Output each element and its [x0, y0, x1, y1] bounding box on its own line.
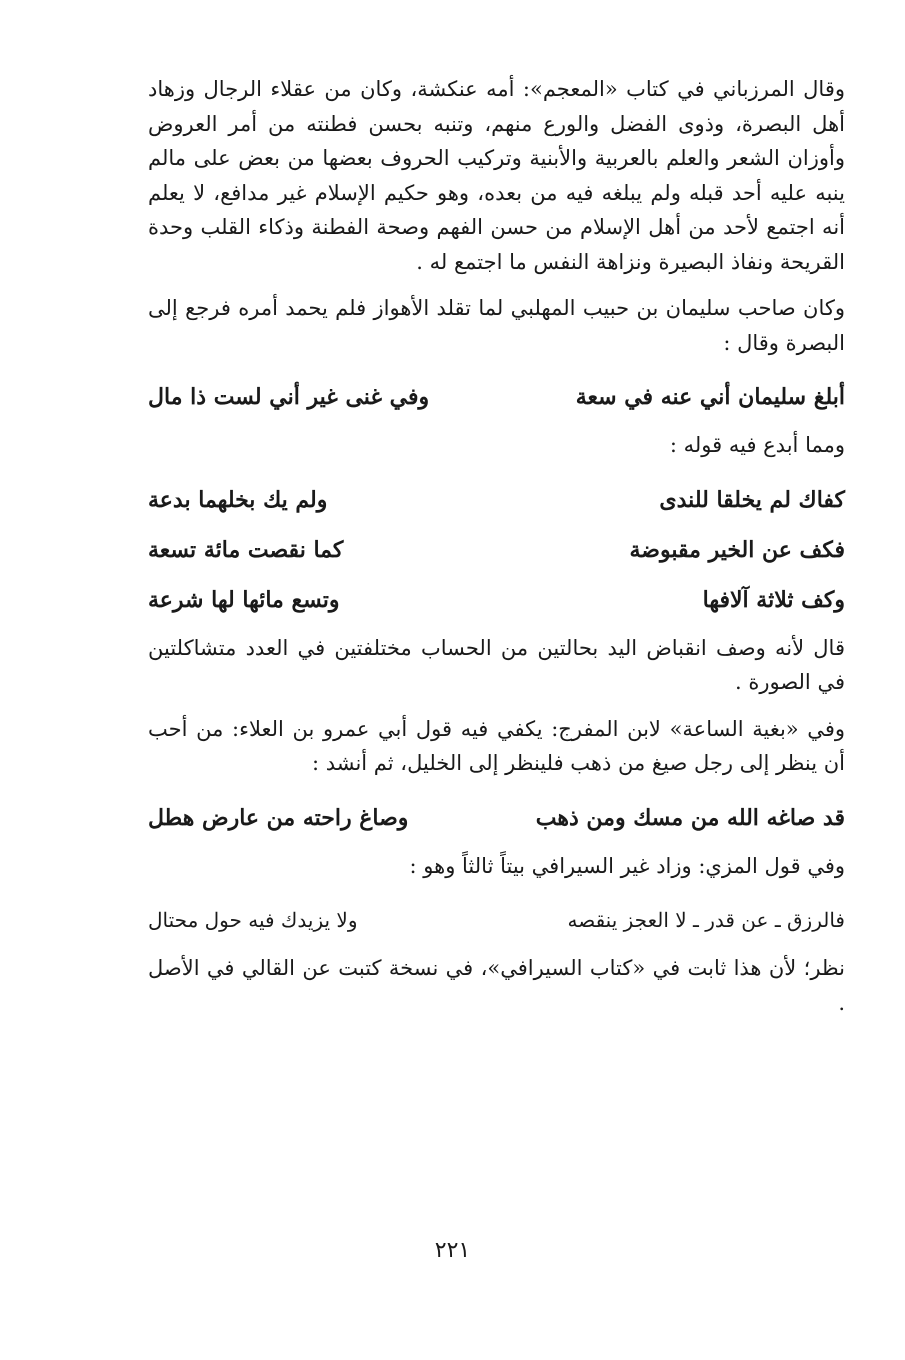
verse-hemistich-second: وتسع مائها لها شرعة — [148, 586, 340, 613]
verse-line — [148, 575, 845, 625]
verse-hemistich-second: وصاغ راحته من عارض هطل — [148, 804, 409, 831]
paragraph-bughya: وفي «بغية الساعة» لابن المفرج: يكفي فيه قول أبي عمرو بن العلاء: من أحب أن ينظر إلى رجل صيغ من ذهب فلينظر إلى الخليل، ثم أنشد : — [148, 716, 845, 775]
verse-line — [148, 895, 845, 945]
verse-block-2 — [148, 475, 845, 625]
verse-hemistich-first: فالرزق ـ عن قدر ـ لا العجز ينقصه — [567, 908, 845, 932]
verse-line — [148, 372, 845, 422]
verse-hemistich-first: أبلغ سليمان أني عنه في سعة — [575, 384, 845, 410]
verse-line — [148, 793, 845, 843]
paragraph-explanation: قال لأنه وصف انقباض اليد بحالتين من الحساب مختلفتين في العدد متشاكلتين في الصورة . — [148, 635, 845, 694]
verse-hemistich-second: ولا يزيدك فيه حول محتال — [148, 908, 358, 932]
verse-hemistich-first: وكف ثلاثة آلافها — [702, 586, 845, 613]
page-number: ٢٢١ — [434, 1238, 471, 1263]
verse-hemistich-first: فكف عن الخير مقبوضة — [629, 536, 845, 563]
verse-hemistich-second: وفي غنى غير أني لست ذا مال — [148, 384, 430, 410]
verse-hemistich-first: قد صاغه الله من مسك ومن ذهب — [535, 804, 845, 831]
paragraph-sirafi: نظر؛ لأن هذا ثابت في «كتاب السيرافي»، في نسخة كتبت عن القالي في الأصل . — [148, 956, 845, 1015]
paragraph-mizzi: وفي قول المزي: وزاد غير السيرافي بيتاً ثالثاً وهو : — [409, 853, 845, 878]
paragraph-sulayman: وكان صاحب سليمان بن حبيب المهلبي لما تقلد الأهواز فلم يحمد أمره فرجع إلى البصرة وقال : — [148, 296, 845, 355]
verse-line — [148, 525, 845, 575]
verse-line — [148, 475, 845, 525]
verse-block-3 — [148, 793, 845, 843]
page-body — [148, 72, 845, 1032]
paragraph-abda: ومما أبدع فيه قوله : — [669, 433, 845, 457]
verse-hemistich-second: كما نقصت مائة تسعة — [148, 536, 344, 563]
verse-hemistich-first: كفاك لم يخلقا للندى — [659, 486, 845, 513]
verse-hemistich-second: ولم يك بخلهما بدعة — [148, 486, 328, 513]
verse-block-4 — [148, 895, 845, 945]
paragraph-marzubani: وقال المرزباني في كتاب «المعجم»: أمه عنكشة، وكان من عقلاء الرجال وزهاد أهل البصرة، وذوى الفضل والورع منهم، وتنبه بحسن فطنته من أمر العروض وأوزان الشعر والعلم بالعربية والأبنية وتركيب الحروف بعضها من بعض على مالم ينبه عليه أحد قبله ولم يبلغه فيه من بعده، وهو حكيم الإسلام غير مدافع، لا يعلم أنه اجتمع لأحد من أهل الإسلام من حسن الفهم وصحة الفطنة وذكاء القلب وحدة القريحة ونفاذ البصيرة ونزاهة النفس ما اجتمع له . — [148, 77, 846, 274]
verse-block-1 — [148, 372, 845, 422]
